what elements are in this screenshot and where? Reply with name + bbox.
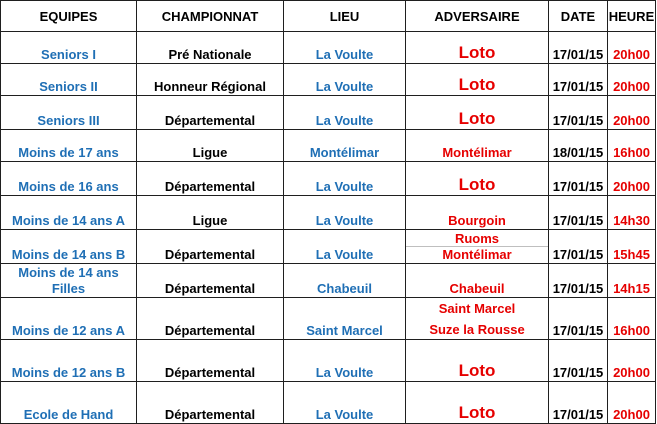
- date-cell: 17/01/15: [549, 196, 608, 230]
- equipe-cell: Seniors II: [1, 64, 137, 96]
- equipe-cell: Moins de 17 ans: [1, 130, 137, 162]
- lieu-cell: La Voulte: [284, 340, 406, 382]
- lieu-cell: Montélimar: [284, 130, 406, 162]
- date-cell: 17/01/15: [549, 264, 608, 298]
- equipe-cell: Moins de 12 ans B: [1, 340, 137, 382]
- equipe-cell: Seniors III: [1, 96, 137, 130]
- lieu-cell: La Voulte: [284, 230, 406, 264]
- equipe-cell: Ecole de Hand: [1, 382, 137, 424]
- table-row: [1, 196, 656, 230]
- championnat-cell: Départemental: [137, 162, 284, 196]
- adversaire-line-1: Ruoms: [406, 230, 548, 247]
- table-row: [1, 230, 656, 264]
- lieu-cell: Saint Marcel: [284, 298, 406, 340]
- lieu-cell: La Voulte: [284, 64, 406, 96]
- table-row: [1, 64, 656, 96]
- equipe-cell: Moins de 16 ans: [1, 162, 137, 196]
- lieu-cell: Chabeuil: [284, 264, 406, 298]
- heure-cell: 16h00: [608, 298, 656, 340]
- equipe-line-2: Filles: [51, 281, 86, 296]
- championnat-cell: Départemental: [137, 382, 284, 424]
- heure-cell: 20h00: [608, 96, 656, 130]
- heure-cell: 20h00: [608, 32, 656, 64]
- adversaire-cell: Bourgoin: [406, 196, 549, 230]
- heure-cell: 20h00: [608, 340, 656, 382]
- championnat-cell: Ligue: [137, 196, 284, 230]
- header-heure: HEURE: [608, 1, 656, 32]
- adversaire-cell: Loto: [406, 340, 549, 382]
- header-equipes: EQUIPES: [1, 1, 137, 32]
- date-cell: 17/01/15: [549, 340, 608, 382]
- heure-cell: 20h00: [608, 382, 656, 424]
- equipe-line-1: Moins de 14 ans: [18, 265, 119, 280]
- table-row: [1, 298, 656, 340]
- header-row: [1, 1, 656, 32]
- adversaire-line-2: Suze la Rousse: [429, 322, 525, 337]
- adversaire-cell: Loto: [406, 162, 549, 196]
- adversaire-cell: Loto: [406, 64, 549, 96]
- lieu-cell: La Voulte: [284, 382, 406, 424]
- header-championnat: CHAMPIONNAT: [137, 1, 284, 32]
- adversaire-cell: [406, 298, 549, 340]
- lieu-cell: La Voulte: [284, 196, 406, 230]
- equipe-cell: Moins de 12 ans A: [1, 298, 137, 340]
- equipe-cell: Moins de 14 ans A: [1, 196, 137, 230]
- championnat-cell: Départemental: [137, 340, 284, 382]
- equipe-cell: Seniors I: [1, 32, 137, 64]
- table-row: [1, 162, 656, 196]
- date-cell: 17/01/15: [549, 230, 608, 264]
- heure-cell: 14h30: [608, 196, 656, 230]
- championnat-cell: Départemental: [137, 96, 284, 130]
- heure-cell: 20h00: [608, 64, 656, 96]
- adversaire-cell: Chabeuil: [406, 264, 549, 298]
- date-cell: 17/01/15: [549, 298, 608, 340]
- table-row: [1, 382, 656, 424]
- date-cell: 18/01/15: [549, 130, 608, 162]
- adversaire-cell: Loto: [406, 96, 549, 130]
- adversaire-cell: [406, 230, 549, 264]
- heure-cell: 14h15: [608, 264, 656, 298]
- date-cell: 17/01/15: [549, 64, 608, 96]
- date-cell: 17/01/15: [549, 32, 608, 64]
- lieu-cell: La Voulte: [284, 96, 406, 130]
- header-adversaire: ADVERSAIRE: [406, 1, 549, 32]
- championnat-cell: Départemental: [137, 298, 284, 340]
- equipe-cell: Moins de 14 ans B: [1, 230, 137, 264]
- lieu-cell: La Voulte: [284, 32, 406, 64]
- heure-cell: 16h00: [608, 130, 656, 162]
- table-row: [1, 96, 656, 130]
- adversaire-line-1: Saint Marcel: [438, 301, 516, 316]
- lieu-cell: La Voulte: [284, 162, 406, 196]
- heure-cell: 20h00: [608, 162, 656, 196]
- adversaire-cell: Loto: [406, 382, 549, 424]
- header-date: DATE: [549, 1, 608, 32]
- date-cell: 17/01/15: [549, 96, 608, 130]
- championnat-cell: Pré Nationale: [137, 32, 284, 64]
- championnat-cell: Départemental: [137, 264, 284, 298]
- table-row: [1, 32, 656, 64]
- table-row: [1, 340, 656, 382]
- championnat-cell: Ligue: [137, 130, 284, 162]
- table-row: [1, 264, 656, 298]
- heure-cell: 15h45: [608, 230, 656, 264]
- date-cell: 17/01/15: [549, 382, 608, 424]
- adversaire-cell: Montélimar: [406, 130, 549, 162]
- adversaire-cell: Loto: [406, 32, 549, 64]
- championnat-cell: Honneur Régional: [137, 64, 284, 96]
- adversaire-line-2: Montélimar: [442, 247, 512, 262]
- table-row: [1, 130, 656, 162]
- equipe-cell: [1, 264, 137, 298]
- header-lieu: LIEU: [284, 1, 406, 32]
- championnat-cell: Départemental: [137, 230, 284, 264]
- date-cell: 17/01/15: [549, 162, 608, 196]
